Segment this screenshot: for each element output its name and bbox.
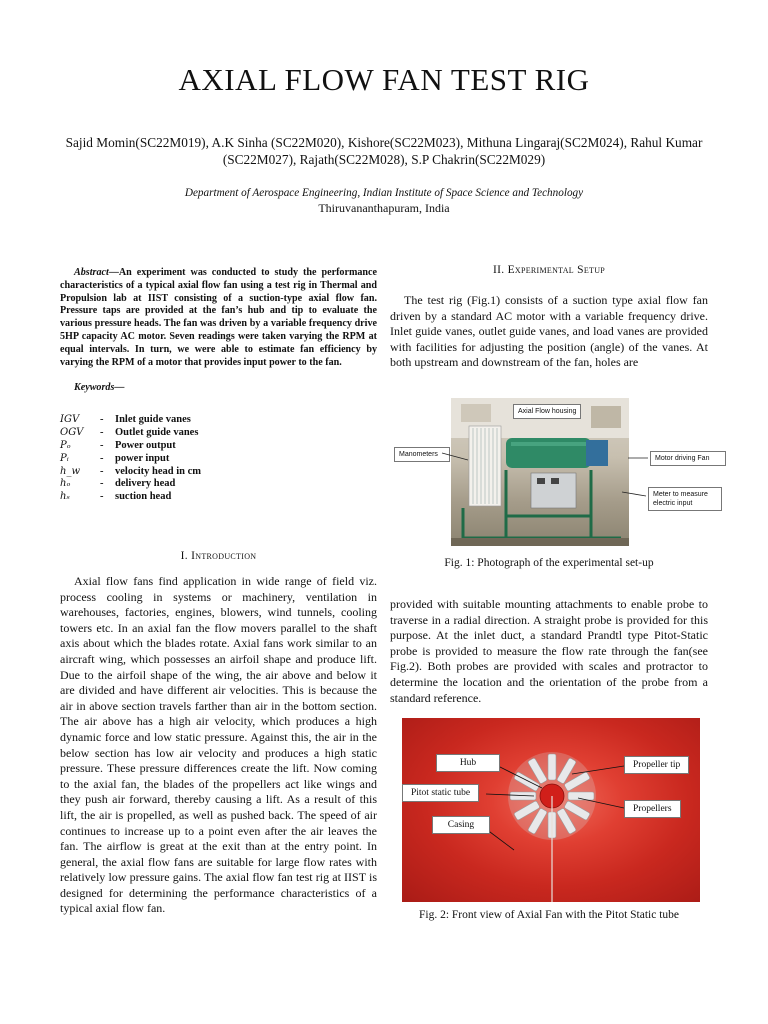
paper-title: AXIAL FLOW FAN TEST RIG bbox=[178, 62, 590, 97]
nomenclature-dash: - bbox=[100, 452, 104, 464]
author-line-2: (SC22M027), Rajath(SC22M028), S.P Chakrin(SC22M029) bbox=[222, 152, 546, 167]
section-number: II. bbox=[492, 264, 505, 276]
label-motor-driving-fan: Motor driving Fan bbox=[650, 451, 726, 466]
author-list bbox=[40, 134, 728, 168]
nomenclature-row bbox=[60, 427, 377, 440]
author-line-1: Sajid Momin(SC22M019), A.K Sinha (SC22M020), Kishore(SC22M023), Mithuna Lingaraj(SC2M024), Rahul Kumar bbox=[65, 135, 703, 150]
nomenclature-definition: Power output bbox=[115, 439, 176, 451]
nomenclature-definition: Inlet guide vanes bbox=[115, 414, 191, 425]
nomenclature-row bbox=[60, 453, 377, 466]
section-heading-experimental-setup bbox=[390, 264, 708, 276]
section-title: Introduction bbox=[191, 550, 257, 562]
figure-2-photo bbox=[402, 718, 700, 902]
nomenclature-row bbox=[60, 440, 377, 453]
keywords-label: Keywords— bbox=[74, 382, 125, 393]
nomenclature-row bbox=[60, 466, 377, 479]
nomenclature-symbol: IGV bbox=[60, 414, 80, 425]
nomenclature-symbol: OGV bbox=[60, 426, 84, 438]
nomenclature-definition: velocity head in cm bbox=[115, 465, 202, 477]
setup-paragraph-1: The test rig (Fig.1) consists of a suction type axial flow fan driven by a standard AC motor with a variable frequency drive. Inlet guide vanes, outlet guide vanes, and load vanes are provided with facilities for adjusting the position (angle) of the vanes. At both upstream and downstream of the fan, holes are bbox=[390, 293, 708, 370]
nomenclature-definition: power input bbox=[115, 452, 170, 464]
nomenclature-symbol: Pₒ bbox=[60, 439, 71, 451]
label-pitot-static-tube: Pitot static tube bbox=[402, 784, 479, 802]
label-casing: Casing bbox=[432, 816, 490, 834]
label-axial-flow-housing: Axial Flow housing bbox=[513, 404, 581, 419]
figure-2-caption: Fig. 2: Front view of Axial Fan with the Pitot Static tube bbox=[418, 909, 680, 921]
section-heading-introduction bbox=[60, 550, 377, 562]
nomenclature-row bbox=[60, 414, 377, 427]
figure-1-caption: Fig. 1: Photograph of the experimental set-up bbox=[444, 557, 654, 569]
affiliation-city: Thiruvananthapuram, India bbox=[318, 201, 450, 215]
nomenclature-dash: - bbox=[100, 491, 104, 503]
abstract-text: —An experiment was conducted to study the performance characteristics of a typical axial flow fan using a test rig in Thermal and Propulsion lab at IIST consisting of a suction-type axial flow fan. Pressure taps are provided at the fan’s hub and tip to evaluate the various pressure heads. The fan was driven by a variable frequency drive 5HP capacity AC motor. Seven readings were taken varying the RPM at equal intervals. In turn, we were able to estimate fan efficiency by varying the RPM of a motor that provides input power to the fan. bbox=[60, 267, 377, 368]
nomenclature-symbol: hₛ bbox=[60, 491, 70, 503]
nomenclature-dash: - bbox=[100, 465, 104, 477]
abstract-label: Abstract bbox=[74, 267, 109, 278]
nomenclature-symbol: hₒ bbox=[60, 478, 71, 490]
introduction-paragraph: Axial flow fans find application in wide range of field viz. process cooling in systems or machinery, ventilation in warehouses, factories, engines, blowers, wind tunnels, cooling towers etc. In an axial fan the flow movers parallel to the shaft axis about which the blades rotate. Axial fans work similar to an aircraft wing, which possesses an airfoil shape and produce lift. Due to the airfoil shape of the wing, the air above and below it are divided and have different air velocities. This is because the air in above section travels farther than air in the bottom section. The air above has a high air velocity, which produces a high dynamic force and low static pressure. Against this, the air in the below section has low air velocity and produces a high static pressure. These pressure differences create the lift. Now coming to the axial fan, the blades of the propellers act like wings and they push air forward, thereby causing a lift. As a result of this lift, the air is propelled, as well as pushed back. The speed of air continues to increase up to a point even after the air leaves the fan. The airflow is great at the exit than at the entry point. In general, the axial flow fans are suitable for large flow rates with relatively low pressure gains. The axial flow fan test rig at IIST is designed for determining the performance characteristics of a typical axial flow fan. bbox=[60, 574, 377, 916]
setup-paragraph-2: provided with suitable mounting attachments to enable probe to traverse in a radial direction. A straight probe is provided for this purpose. At the inlet duct, a standard Prandtl type Pitot-Static probe is provided to measure the flow rate through the fan(see Fig.2). Both probes are provided with scales and protractor to determine the location and the orientation of the probe from a standard reference. bbox=[390, 597, 708, 705]
nomenclature-definition: Outlet guide vanes bbox=[115, 426, 199, 438]
nomenclature-row bbox=[60, 478, 377, 491]
label-propellers: Propellers bbox=[624, 800, 681, 818]
nomenclature-dash: - bbox=[100, 414, 104, 425]
abstract bbox=[60, 267, 377, 369]
nomenclature-list bbox=[60, 414, 377, 504]
section-title: Experimental Setup bbox=[507, 264, 606, 276]
nomenclature-dash: - bbox=[100, 478, 104, 490]
label-propeller-tip: Propeller tip bbox=[624, 756, 689, 774]
label-hub: Hub bbox=[436, 754, 500, 772]
label-manometers: Manometers bbox=[394, 447, 450, 462]
nomenclature-dash: - bbox=[100, 426, 104, 438]
figure-1-leader-lines bbox=[390, 400, 720, 530]
label-meter-electric-input: Meter to measure electric input bbox=[648, 487, 722, 511]
nomenclature-dash: - bbox=[100, 439, 104, 451]
nomenclature-symbol: Pᵢ bbox=[60, 452, 69, 464]
nomenclature-definition: suction head bbox=[115, 491, 172, 503]
affiliation: Department of Aerospace Engineering, Indian Institute of Space Science and Technology bbox=[184, 187, 584, 199]
nomenclature-definition: delivery head bbox=[115, 478, 176, 490]
section-number: I. bbox=[180, 550, 188, 562]
nomenclature-row bbox=[60, 491, 377, 504]
nomenclature-symbol: h_w bbox=[60, 465, 80, 477]
